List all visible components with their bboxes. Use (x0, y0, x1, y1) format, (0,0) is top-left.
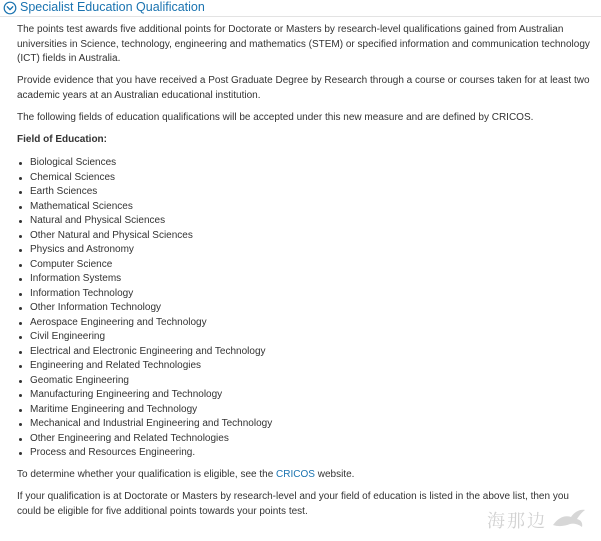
list-item: Physics and Astronomy (30, 243, 595, 258)
list-item: Information Systems (30, 272, 595, 287)
closing-paragraph: If your qualification is at Doctorate or Masters by research-level and your field of education is listed in the above list, then you could be eligible for five additional points towards your points test. (17, 491, 569, 517)
list-item: Other Information Technology (30, 301, 595, 316)
list-item: Information Technology (30, 287, 595, 302)
cricos-link[interactable]: CRICOS (276, 469, 315, 480)
list-item: Mathematical Sciences (30, 200, 595, 215)
list-item: Computer Science (30, 258, 595, 273)
watermark (487, 507, 587, 533)
bird-logo-icon (551, 507, 587, 533)
eligibility-suffix: website. (314, 469, 355, 480)
eligibility-prefix: To determine whether your qualification is eligible, see the (17, 469, 277, 480)
fields-intro-paragraph: The following fields of education qualifications will be accepted under this new measure and are defined by CRICOS. (17, 111, 534, 123)
list-item: Maritime Engineering and Technology (30, 403, 595, 418)
list-item: Process and Resources Engineering. (30, 446, 595, 461)
list-item: Manufacturing Engineering and Technology (30, 388, 595, 403)
evidence-paragraph: Provide evidence that you have received a Post Graduate Degree by Research through a course or courses taken for at least two academic years at an Australian educational institution. (17, 75, 590, 101)
list-item: Other Natural and Physical Sciences (30, 229, 595, 244)
chevron-down-icon[interactable] (2, 0, 18, 16)
list-item: Geomatic Engineering (30, 374, 595, 389)
list-item: Chemical Sciences (30, 171, 595, 186)
section-title[interactable]: Specialist Education Qualification (20, 0, 205, 14)
intro-paragraph: The points test awards five additional points for Doctorate or Masters by research-level qualifications gained from Australian universities in Science, technology, engineering and mathematics (STEM) or specified information and communication technology (ICT) fields in Australia. (17, 24, 590, 64)
list-item: Engineering and Related Technologies (30, 359, 595, 374)
list-item: Other Engineering and Related Technologies (30, 432, 595, 447)
accordion-header[interactable] (0, 0, 601, 17)
list-item: Biological Sciences (30, 156, 595, 171)
watermark-text: 海那边 (487, 511, 547, 532)
eligibility-paragraph (17, 468, 595, 483)
list-item: Mechanical and Industrial Engineering and Technology (30, 417, 595, 432)
fields-list (17, 156, 595, 461)
list-item: Electrical and Electronic Engineering and Technology (30, 345, 595, 360)
list-item: Aerospace Engineering and Technology (30, 316, 595, 331)
list-item: Earth Sciences (30, 185, 595, 200)
field-of-education-heading: Field of Education: (17, 133, 107, 145)
list-item: Natural and Physical Sciences (30, 214, 595, 229)
list-item: Civil Engineering (30, 330, 595, 345)
section-content (17, 23, 595, 527)
